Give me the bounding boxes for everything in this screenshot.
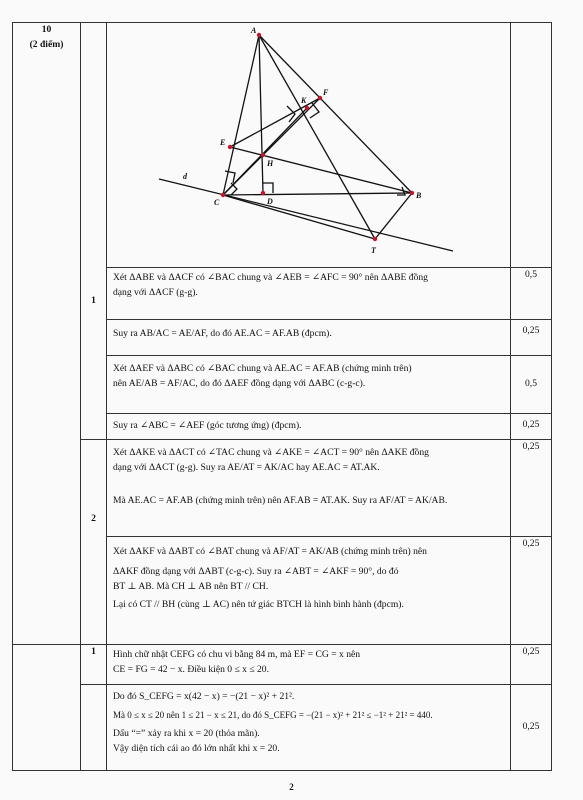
geometry-figure: [107, 23, 507, 261]
answer-line: Suy ra AB/AC = AE/AF, do đó AE.AC = AF.AB (đpcm).: [113, 327, 332, 339]
score: 0,25: [511, 319, 552, 355]
answer-line: CE = FG = 42 − x. Điều kiện 0 ≤ x ≤ 20.: [113, 663, 270, 675]
label-H: H: [267, 159, 274, 168]
part-cell-empty: [81, 684, 107, 770]
part-label: 1: [91, 295, 96, 306]
page-number: 2: [289, 782, 294, 792]
answer-row-6: [107, 536, 511, 644]
answer-line: ΔAKF đồng dạng với ΔABT (c-g-c). Suy ra ∠ABT = ∠AKF = 90°, do đó: [113, 565, 399, 577]
answer-line: Xét ΔABE và ΔACF có ∠BAC chung và ∠AEB = ∠AFC = 90° nên ΔABE đồng: [113, 271, 428, 283]
label-C: C: [214, 198, 220, 207]
answer-line: Dấu “=” xảy ra khi x = 20 (thỏa mãn).: [113, 727, 260, 739]
answer-line: Mà 0 ≤ x ≤ 20 nên 1 ≤ 21 − x ≤ 21, do đó S_CEFG = −(21 − x)² + 21² ≤ −1² + 21² = 440.: [113, 709, 433, 720]
answer-line: Suy ra ∠ABC = ∠AEF (góc tương ứng) (đpcm).: [113, 419, 302, 431]
answer-line: Xét ΔAEF và ΔABC có ∠BAC chung và AE.AC = AF.AB (chứng minh trên): [113, 362, 412, 374]
label-E: E: [220, 138, 226, 147]
answer-line: Do đó S_CEFG = x(42 − x) = −(21 − x)² + 21².: [113, 690, 295, 702]
part-label: 1: [91, 645, 96, 657]
label-D: D: [267, 197, 273, 206]
label-A: A: [251, 26, 257, 35]
figure-cell: [107, 23, 511, 268]
answer-row-5: [107, 439, 511, 536]
answer-line: Lại có CT // BH (cùng ⊥ AC) nên tứ giác BTCH là hình bình hành (đpcm).: [113, 599, 404, 611]
answer-table: [12, 22, 552, 771]
answer-row-8: [107, 684, 511, 770]
score-cell-empty: [511, 23, 552, 268]
label-d: d: [183, 172, 187, 181]
label-B: B: [416, 191, 422, 200]
score: 0,5: [511, 355, 552, 413]
part-cell-1: [81, 23, 107, 440]
answer-row-4: [107, 413, 511, 439]
question-points: (2 điểm): [29, 38, 64, 50]
score: 0,5: [511, 267, 552, 319]
answer-line: dạng với ΔACT (g-g). Suy ra AE/AT = AK/AC hay AE.AC = AT.AK.: [113, 461, 380, 473]
part-cell-3: [81, 644, 107, 684]
answer-line: Xét ΔAKF và ΔABT có ∠BAT chung và AF/AT = AK/AB (chứng minh trên) nên: [113, 545, 427, 557]
question-number: 10: [41, 24, 52, 35]
answer-line: Vậy diện tích cái ao đó lớn nhất khi x = 20.: [113, 742, 280, 754]
answer-line: nên AE/AB = AF/AC, do đó ΔAEF đồng dạng với ΔABC (c-g-c).: [113, 377, 366, 389]
answer-row-1: [107, 267, 511, 319]
part-label: 2: [91, 512, 96, 524]
answer-row-2: [107, 319, 511, 355]
question-cell: [13, 23, 81, 645]
answer-row-3: [107, 355, 511, 413]
label-K: K: [301, 96, 307, 105]
score: 0,25: [511, 413, 552, 439]
score: 0,25: [511, 684, 552, 770]
label-T: T: [371, 246, 376, 255]
label-F: F: [323, 88, 329, 97]
answer-line: BT ⊥ AB. Mà CH ⊥ AB nên BT // CH.: [113, 580, 269, 592]
question-cell-2: [13, 644, 81, 770]
score: 0,25: [511, 439, 552, 536]
answer-line: Xét ΔAKE và ΔACT có ∠TAC chung và ∠AKE = ∠ACT = 90° nên ΔAKE đồng: [113, 446, 429, 458]
part-cell-2: [81, 439, 107, 644]
answer-line: dạng với ΔACF (g-g).: [113, 286, 198, 298]
score: 0,25: [511, 644, 552, 684]
score: 0,25: [511, 536, 552, 644]
answer-row-7: [107, 644, 511, 684]
answer-line: Mà AE.AC = AF.AB (chứng minh trên) nên AF.AB = AT.AK. Suy ra AF/AT = AK/AB.: [113, 494, 448, 506]
answer-line: Hình chữ nhật CEFG có chu vi bằng 84 m, mà EF = CG = x nên: [113, 648, 361, 660]
